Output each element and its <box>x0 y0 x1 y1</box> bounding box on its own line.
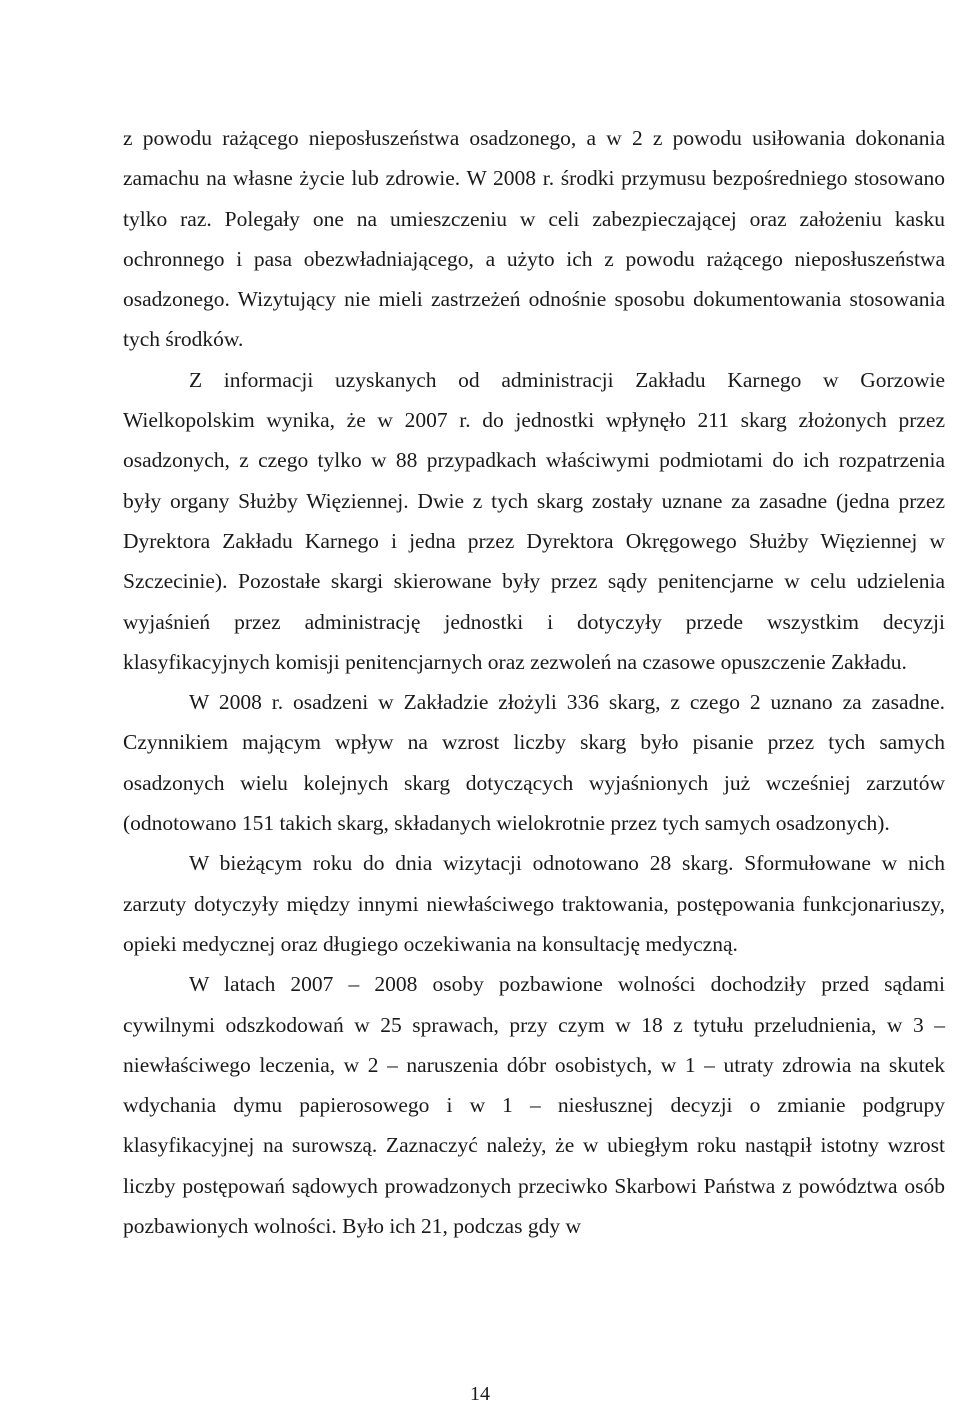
paragraph-3: W 2008 r. osadzeni w Zakładzie złożyli 336 skarg, z czego 2 uznano za zasadne. Czynnikiem mającym wpływ na wzrost liczby skarg było pisanie przez tych samych osadzonych wielu kolejnych skarg dotyczących wyjaśnionych już wcześniej zarzutów (odnotowano 151 takich skarg, składanych wielokrotnie przez tych samych osadzonych). <box>123 690 945 836</box>
paragraph-4: W bieżącym roku do dnia wizytacji odnotowano 28 skarg. Sformułowane w nich zarzuty dotyczyły między innymi niewłaściwego traktowania, postępowania funkcjonariuszy, opieki medycznej oraz długiego oczekiwania na konsultację medyczną. <box>123 851 945 956</box>
paragraph-1: z powodu rażącego nieposłuszeństwa osadzonego, a w 2 z powodu usiłowania dokonania zamachu na własne życie lub zdrowie. W 2008 r. środki przymusu bezpośredniego stosowano tylko raz. Polegały one na umieszczeniu w celi zabezpieczającej oraz założeniu kasku ochronnego i pasa obezwładniającego, a użyto ich z powodu rażącego nieposłuszeństwa osadzonego. Wizytujący nie mieli zastrzeżeń odnośnie sposobu dokumentowania stosowania tych środków. <box>123 126 945 352</box>
page-number: 14 <box>470 1383 490 1405</box>
paragraph-2: Z informacji uzyskanych od administracji Zakładu Karnego w Gorzowie Wielkopolskim wynika, że w 2007 r. do jednostki wpłynęło 211 skarg złożonych przez osadzonych, z czego tylko w 88 przypadkach właściwymi podmiotami do ich rozpatrzenia były organy Służby Więziennej. Dwie z tych skarg zostały uznane za zasadne (jedna przez Dyrektora Zakładu Karnego i jedna przez Dyrektora Okręgowego Służby Więziennej w Szczecinie). Pozostałe skargi skierowane były przez sądy penitencjarne w celu udzielenia wyjaśnień przez administrację jednostki i dotyczyły przede wszystkim decyzji klasyfikacyjnych komisji penitencjarnych oraz zezwoleń na czasowe opuszczenie Zakładu. <box>123 367 945 674</box>
paragraph-5: W latach 2007 – 2008 osoby pozbawione wolności dochodziły przed sądami cywilnymi odszkodowań w 25 sprawach, przy czym w 18 z tytułu przeludnienia, w 3 – niewłaściwego leczenia, w 2 – naruszenia dóbr osobistych, w 1 – utraty zdrowia na skutek wdychania dymu papierosowego i w 1 – niesłusznej decyzji o zmianie podgrupy klasyfikacyjnej na surowszą. Zaznaczyć należy, że w ubiegłym roku nastąpił istotny wzrost liczby postępowań sądowych prowadzonych przeciwko Skarbowi Państwa z powództwa osób pozbawionych wolności. Było ich 21, podczas gdy w <box>123 972 945 1239</box>
body-text <box>123 118 945 1246</box>
